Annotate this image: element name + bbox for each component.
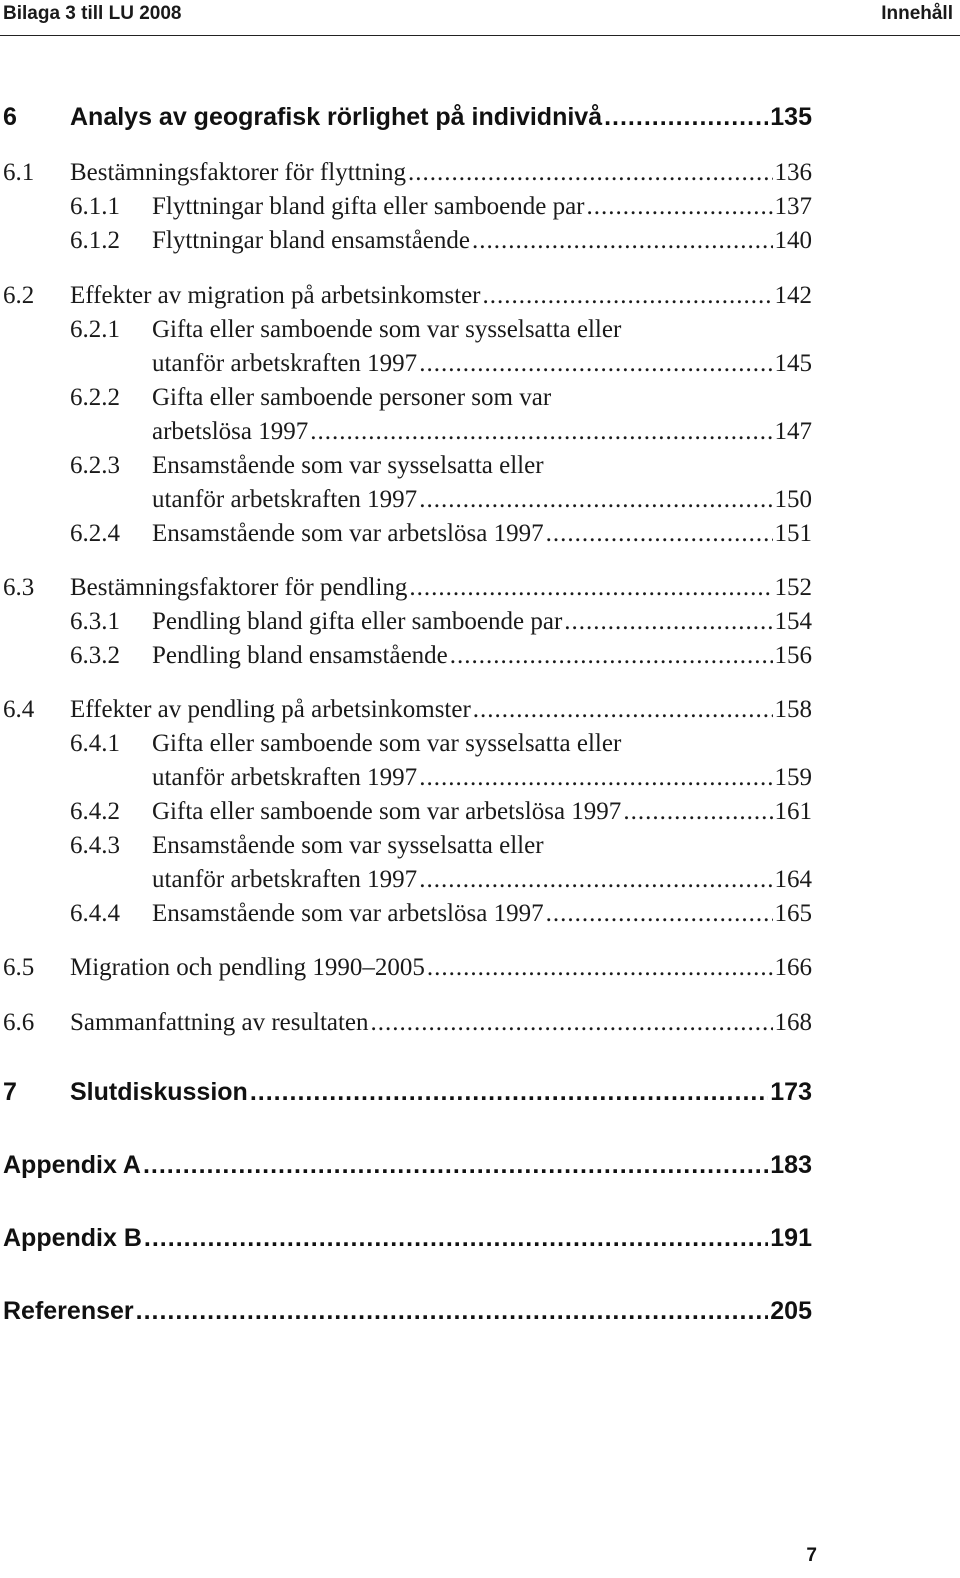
toc-page: 183: [770, 1151, 812, 1179]
toc-number: 6.2.1: [70, 316, 120, 343]
toc-number: 6.2.2: [70, 384, 120, 411]
toc-number: 6.2: [3, 282, 35, 309]
toc-page: 156: [774, 642, 812, 669]
toc-entry-6-6[interactable]: [0, 1006, 820, 1040]
dot-leader: [419, 483, 772, 517]
toc-number: 6.2.3: [70, 452, 120, 479]
toc-entry-6-2-4[interactable]: [0, 517, 820, 551]
dot-leader: [623, 795, 772, 829]
dot-leader: [427, 951, 773, 985]
toc-title: Ensamstående som var arbetslösa 1997: [152, 520, 544, 547]
dot-leader: [546, 517, 773, 551]
dot-leader: [587, 190, 773, 224]
toc-title: Bestämningsfaktorer för pendling: [70, 574, 408, 601]
toc-number: 7: [3, 1078, 17, 1106]
toc-title: Effekter av migration på arbetsinkomster: [70, 282, 481, 309]
dot-leader: [143, 1148, 768, 1182]
toc-page: 152: [774, 574, 812, 601]
toc-number: 6.1.2: [70, 227, 120, 254]
toc-page: 161: [774, 798, 812, 825]
toc-number: 6.4: [3, 696, 35, 723]
toc-page: 142: [774, 282, 812, 309]
toc-entry-6-3[interactable]: [0, 571, 820, 605]
dot-leader: [408, 156, 772, 190]
toc-entry-6-3-1[interactable]: [0, 605, 820, 639]
toc-page: 151: [774, 520, 812, 547]
toc-entry-6-2-1[interactable]: [0, 313, 820, 381]
dot-leader: [419, 761, 772, 795]
toc-entry-6-2-2[interactable]: [0, 381, 820, 449]
toc-number: 6: [3, 103, 17, 131]
toc-page: 164: [774, 866, 812, 893]
toc-title: Bestämningsfaktorer för flyttning: [70, 159, 407, 186]
toc-title: Gifta eller samboende som var arbetslösa 1997: [152, 798, 622, 825]
toc-number: 6.2.4: [70, 520, 120, 547]
dot-leader: [450, 639, 773, 673]
toc-entry-6-2[interactable]: [0, 279, 820, 313]
toc-entry-6-2-3[interactable]: [0, 449, 820, 517]
toc-entry-6-1[interactable]: [0, 156, 820, 190]
running-header-right: Innehåll: [881, 3, 953, 24]
toc-page: 191: [770, 1224, 812, 1252]
toc-page: 158: [774, 696, 812, 723]
dot-leader: [409, 571, 772, 605]
toc-entry-appendix-a[interactable]: [0, 1148, 820, 1182]
dot-leader: [136, 1294, 769, 1328]
toc-page: 137: [774, 193, 812, 220]
toc-number: 6.4.2: [70, 798, 120, 825]
toc-entry-6[interactable]: [0, 100, 820, 134]
toc-page: 147: [774, 418, 812, 445]
toc-number: 6.6: [3, 1009, 35, 1036]
dot-leader: [371, 1006, 773, 1040]
toc-page: 136: [774, 159, 812, 186]
toc-number: 6.4.4: [70, 900, 120, 927]
toc-title: Referenser: [3, 1297, 134, 1325]
dot-leader: [250, 1075, 768, 1109]
toc-title: Analys av geografisk rörlighet på individnivå: [70, 103, 603, 131]
toc-entry-7[interactable]: [0, 1075, 820, 1109]
dot-leader: [310, 415, 772, 449]
dot-leader: [546, 897, 773, 931]
toc-title: Sammanfattning av resultaten: [70, 1009, 369, 1036]
toc-number: 6.4.1: [70, 730, 120, 757]
toc-page: 135: [770, 103, 812, 131]
toc-title: Slutdiskussion: [70, 1078, 248, 1106]
toc-page: 145: [774, 350, 812, 377]
toc-page: 168: [774, 1009, 812, 1036]
toc-entry-appendix-b[interactable]: [0, 1221, 820, 1255]
toc-title: Flyttningar bland gifta eller samboende par: [152, 193, 585, 220]
dot-leader: [483, 279, 773, 313]
toc-number: 6.3: [3, 574, 35, 601]
toc-title: Appendix B: [3, 1224, 142, 1252]
dot-leader: [604, 100, 768, 134]
toc-title-line1: Gifta eller samboende personer som var: [152, 384, 552, 411]
toc-title: Migration och pendling 1990–2005: [70, 954, 425, 981]
toc-entry-6-4-2[interactable]: [0, 795, 820, 829]
toc-page: 173: [770, 1078, 812, 1106]
dot-leader: [472, 224, 773, 258]
toc-title: Appendix A: [3, 1151, 141, 1179]
toc-number: 6.5: [3, 954, 35, 981]
toc-page: 166: [774, 954, 812, 981]
toc-number: 6.1: [3, 159, 35, 186]
toc-page: 140: [774, 227, 812, 254]
toc-entry-6-1-1[interactable]: [0, 190, 820, 224]
toc-entry-6-1-2[interactable]: [0, 224, 820, 258]
dot-leader: [473, 693, 773, 727]
toc-title: Pendling bland gifta eller samboende par: [152, 608, 563, 635]
toc-title: utanför arbetskraften 1997: [152, 866, 418, 893]
toc-entry-6-5[interactable]: [0, 951, 820, 985]
toc-page: 159: [774, 764, 812, 791]
toc-title: utanför arbetskraften 1997: [152, 764, 418, 791]
toc-page: 150: [774, 486, 812, 513]
toc-entry-6-4-3[interactable]: [0, 829, 820, 897]
toc-title-line1: Ensamstående som var sysselsatta eller: [152, 832, 544, 859]
toc-title: Effekter av pendling på arbetsinkomster: [70, 696, 471, 723]
toc-page: 154: [774, 608, 812, 635]
toc-title: Pendling bland ensamstående: [152, 642, 448, 669]
toc-page: 205: [770, 1297, 812, 1325]
toc-title: arbetslösa 1997: [152, 418, 309, 445]
toc-title-line1: Ensamstående som var sysselsatta eller: [152, 452, 544, 479]
toc-entry-referenser[interactable]: [0, 1294, 820, 1328]
dot-leader: [419, 347, 772, 381]
toc-title-line1: Gifta eller samboende som var sysselsatta eller: [152, 316, 622, 343]
running-header-left: Bilaga 3 till LU 2008: [3, 3, 182, 24]
toc-entry-6-4[interactable]: [0, 693, 820, 727]
toc-entry-6-4-1[interactable]: [0, 727, 820, 795]
dot-leader: [144, 1221, 768, 1255]
toc-entry-6-3-2[interactable]: [0, 639, 820, 673]
toc-entry-6-4-4[interactable]: [0, 897, 820, 931]
dot-leader: [419, 863, 772, 897]
toc-number: 6.3.1: [70, 608, 120, 635]
toc-title: Flyttningar bland ensamstående: [152, 227, 470, 254]
dot-leader: [564, 605, 772, 639]
toc-number: 6.4.3: [70, 832, 120, 859]
toc-page: 165: [774, 900, 812, 927]
page-number: 7: [806, 1545, 817, 1566]
toc-title: utanför arbetskraften 1997: [152, 350, 418, 377]
toc-number: 6.1.1: [70, 193, 120, 220]
toc-title: Ensamstående som var arbetslösa 1997: [152, 900, 544, 927]
toc-title: utanför arbetskraften 1997: [152, 486, 418, 513]
toc-number: 6.3.2: [70, 642, 120, 669]
toc-title-line1: Gifta eller samboende som var sysselsatta eller: [152, 730, 622, 757]
